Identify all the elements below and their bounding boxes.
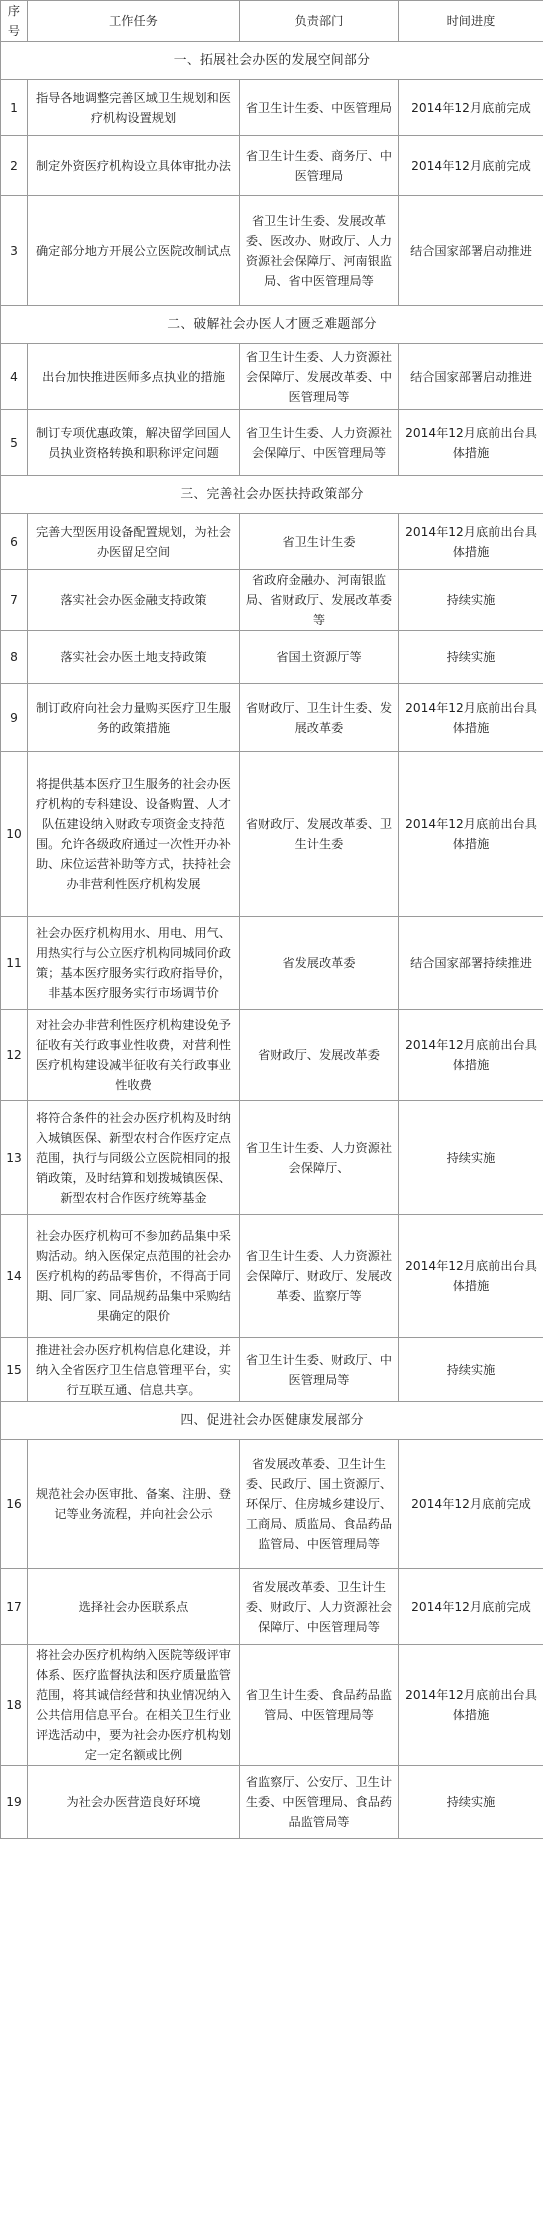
department-cell: 省发展改革委、卫生计生委、财政厅、人力资源社会保障厅、中医管理局等: [240, 1569, 399, 1645]
table-row: [1, 1338, 543, 1402]
task-cell: 指导各地调整完善区域卫生规划和医疗机构设置规划: [28, 80, 240, 136]
row-number: 16: [1, 1440, 28, 1569]
department-cell: 省卫生计生委、财政厅、中医管理局等: [240, 1338, 399, 1402]
table-row: [1, 917, 543, 1010]
table-row: [1, 1440, 543, 1569]
table-row: [1, 1010, 543, 1101]
progress-cell: 2014年12月底前出台具体措施: [399, 752, 543, 917]
task-cell: 对社会办非营利性医疗机构建设免予征收有关行政事业性收费，对营利性医疗机构建设减半征收有关行政事业性收费: [28, 1010, 240, 1101]
progress-cell: 2014年12月底前完成: [399, 1440, 543, 1569]
table-row: [1, 136, 543, 196]
row-number: 9: [1, 684, 28, 752]
table-body: [1, 42, 543, 1839]
progress-cell: 2014年12月底前完成: [399, 136, 543, 196]
task-cell: 选择社会办医联系点: [28, 1569, 240, 1645]
header-progress: 时间进度: [399, 1, 543, 42]
section-row: [1, 42, 543, 80]
task-cell: 为社会办医营造良好环境: [28, 1766, 240, 1839]
department-cell: 省卫生计生委、食品药品监管局、中医管理局等: [240, 1645, 399, 1766]
row-number: 18: [1, 1645, 28, 1766]
section-row: [1, 476, 543, 514]
progress-cell: 结合国家部署启动推进: [399, 196, 543, 306]
table-row: [1, 1766, 543, 1839]
task-cell: 制订专项优惠政策，解决留学回国人员执业资格转换和职称评定问题: [28, 410, 240, 476]
table-row: [1, 344, 543, 410]
task-cell: 推进社会办医疗机构信息化建设，并纳入全省医疗卫生信息管理平台，实行互联互通、信息共享。: [28, 1338, 240, 1402]
row-number: 2: [1, 136, 28, 196]
row-number: 6: [1, 514, 28, 570]
table-row: [1, 80, 543, 136]
progress-cell: 结合国家部署持续推进: [399, 917, 543, 1010]
table-row: [1, 1569, 543, 1645]
progress-cell: 2014年12月底前出台具体措施: [399, 1645, 543, 1766]
table-row: [1, 1645, 543, 1766]
progress-cell: 2014年12月底前出台具体措施: [399, 684, 543, 752]
task-cell: 制订政府向社会力量购买医疗卫生服务的政策措施: [28, 684, 240, 752]
row-number: 4: [1, 344, 28, 410]
header-seq: 序号: [1, 1, 28, 42]
progress-cell: 结合国家部署启动推进: [399, 344, 543, 410]
task-cell: 社会办医疗机构可不参加药品集中采购活动。纳入医保定点范围的社会办医疗机构的药品零售价，不得高于同期、同厂家、同品规药品集中采购结果确定的限价: [28, 1215, 240, 1338]
header-row: [1, 1, 543, 42]
row-number: 7: [1, 570, 28, 631]
table-row: [1, 514, 543, 570]
task-cell: 确定部分地方开展公立医院改制试点: [28, 196, 240, 306]
department-cell: 省国土资源厅等: [240, 631, 399, 684]
department-cell: 省政府金融办、河南银监局、省财政厅、发展改革委等: [240, 570, 399, 631]
section-title: 四、促进社会办医健康发展部分: [1, 1402, 543, 1440]
task-cell: 社会办医疗机构用水、用电、用气、用热实行与公立医疗机构同城同价政策；基本医疗服务实行政府指导价，非基本医疗服务实行市场调节价: [28, 917, 240, 1010]
section-title: 三、完善社会办医扶持政策部分: [1, 476, 543, 514]
department-cell: 省卫生计生委、人力资源社会保障厅、财政厅、发展改革委、监察厅等: [240, 1215, 399, 1338]
table-row: [1, 684, 543, 752]
department-cell: 省卫生计生委: [240, 514, 399, 570]
table-row: [1, 631, 543, 684]
department-cell: 省财政厅、发展改革委、卫生计生委: [240, 752, 399, 917]
progress-cell: 2014年12月底前出台具体措施: [399, 1010, 543, 1101]
section-row: [1, 306, 543, 344]
row-number: 1: [1, 80, 28, 136]
department-cell: 省卫生计生委、商务厅、中医管理局: [240, 136, 399, 196]
row-number: 10: [1, 752, 28, 917]
row-number: 11: [1, 917, 28, 1010]
task-cell: 将提供基本医疗卫生服务的社会办医疗机构的专科建设、设备购置、人才队伍建设纳入财政专项资金支持范围。允许各级政府通过一次性开办补助、床位运营补助等方式，扶持社会办非营利性医疗机构发展: [28, 752, 240, 917]
table-row: [1, 410, 543, 476]
row-number: 12: [1, 1010, 28, 1101]
progress-cell: 持续实施: [399, 631, 543, 684]
table-row: [1, 570, 543, 631]
section-title: 一、拓展社会办医的发展空间部分: [1, 42, 543, 80]
department-cell: 省卫生计生委、中医管理局: [240, 80, 399, 136]
department-cell: 省发展改革委、卫生计生委、民政厅、国土资源厅、环保厅、住房城乡建设厅、工商局、质监局、食品药品监管局、中医管理局等: [240, 1440, 399, 1569]
task-cell: 落实社会办医土地支持政策: [28, 631, 240, 684]
header-dept: 负责部门: [240, 1, 399, 42]
row-number: 5: [1, 410, 28, 476]
row-number: 19: [1, 1766, 28, 1839]
progress-cell: 2014年12月底前完成: [399, 1569, 543, 1645]
department-cell: 省卫生计生委、发展改革委、医改办、财政厅、人力资源社会保障厅、河南银监局、省中医管理局等: [240, 196, 399, 306]
section-row: [1, 1402, 543, 1440]
row-number: 8: [1, 631, 28, 684]
task-cell: 出台加快推进医师多点执业的措施: [28, 344, 240, 410]
table-row: [1, 196, 543, 306]
task-cell: 将社会办医疗机构纳入医院等级评审体系、医疗监督执法和医疗质量监管范围，将其诚信经营和执业情况纳入公共信用信息平台。在相关卫生行业评选活动中，要为社会办医疗机构划定一定名额或比例: [28, 1645, 240, 1766]
department-cell: 省财政厅、卫生计生委、发展改革委: [240, 684, 399, 752]
task-cell: 将符合条件的社会办医疗机构及时纳入城镇医保、新型农村合作医疗定点范围，执行与同级公立医院相同的报销政策，及时结算和划拨城镇医保、新型农村合作医疗统筹基金: [28, 1101, 240, 1215]
row-number: 14: [1, 1215, 28, 1338]
department-cell: 省发展改革委: [240, 917, 399, 1010]
progress-cell: 2014年12月底前出台具体措施: [399, 514, 543, 570]
department-cell: 省卫生计生委、人力资源社会保障厅、发展改革委、中医管理局等: [240, 344, 399, 410]
progress-cell: 持续实施: [399, 1766, 543, 1839]
table-row: [1, 1215, 543, 1338]
progress-cell: 2014年12月底前完成: [399, 80, 543, 136]
progress-cell: 2014年12月底前出台具体措施: [399, 410, 543, 476]
task-cell: 规范社会办医审批、备案、注册、登记等业务流程，并向社会公示: [28, 1440, 240, 1569]
row-number: 13: [1, 1101, 28, 1215]
table-row: [1, 752, 543, 917]
section-title: 二、破解社会办医人才匮乏难题部分: [1, 306, 543, 344]
department-cell: 省财政厅、发展改革委: [240, 1010, 399, 1101]
table-row: [1, 1101, 543, 1215]
task-cell: 制定外资医疗机构设立具体审批办法: [28, 136, 240, 196]
department-cell: 省卫生计生委、人力资源社会保障厅、中医管理局等: [240, 410, 399, 476]
progress-cell: 2014年12月底前出台具体措施: [399, 1215, 543, 1338]
task-cell: 落实社会办医金融支持政策: [28, 570, 240, 631]
department-cell: 省监察厅、公安厅、卫生计生委、中医管理局、食品药品监管局等: [240, 1766, 399, 1839]
row-number: 17: [1, 1569, 28, 1645]
progress-cell: 持续实施: [399, 1338, 543, 1402]
progress-cell: 持续实施: [399, 1101, 543, 1215]
progress-cell: 持续实施: [399, 570, 543, 631]
task-cell: 完善大型医用设备配置规划，为社会办医留足空间: [28, 514, 240, 570]
department-cell: 省卫生计生委、人力资源社会保障厅、: [240, 1101, 399, 1215]
header-task: 工作任务: [28, 1, 240, 42]
row-number: 15: [1, 1338, 28, 1402]
row-number: 3: [1, 196, 28, 306]
